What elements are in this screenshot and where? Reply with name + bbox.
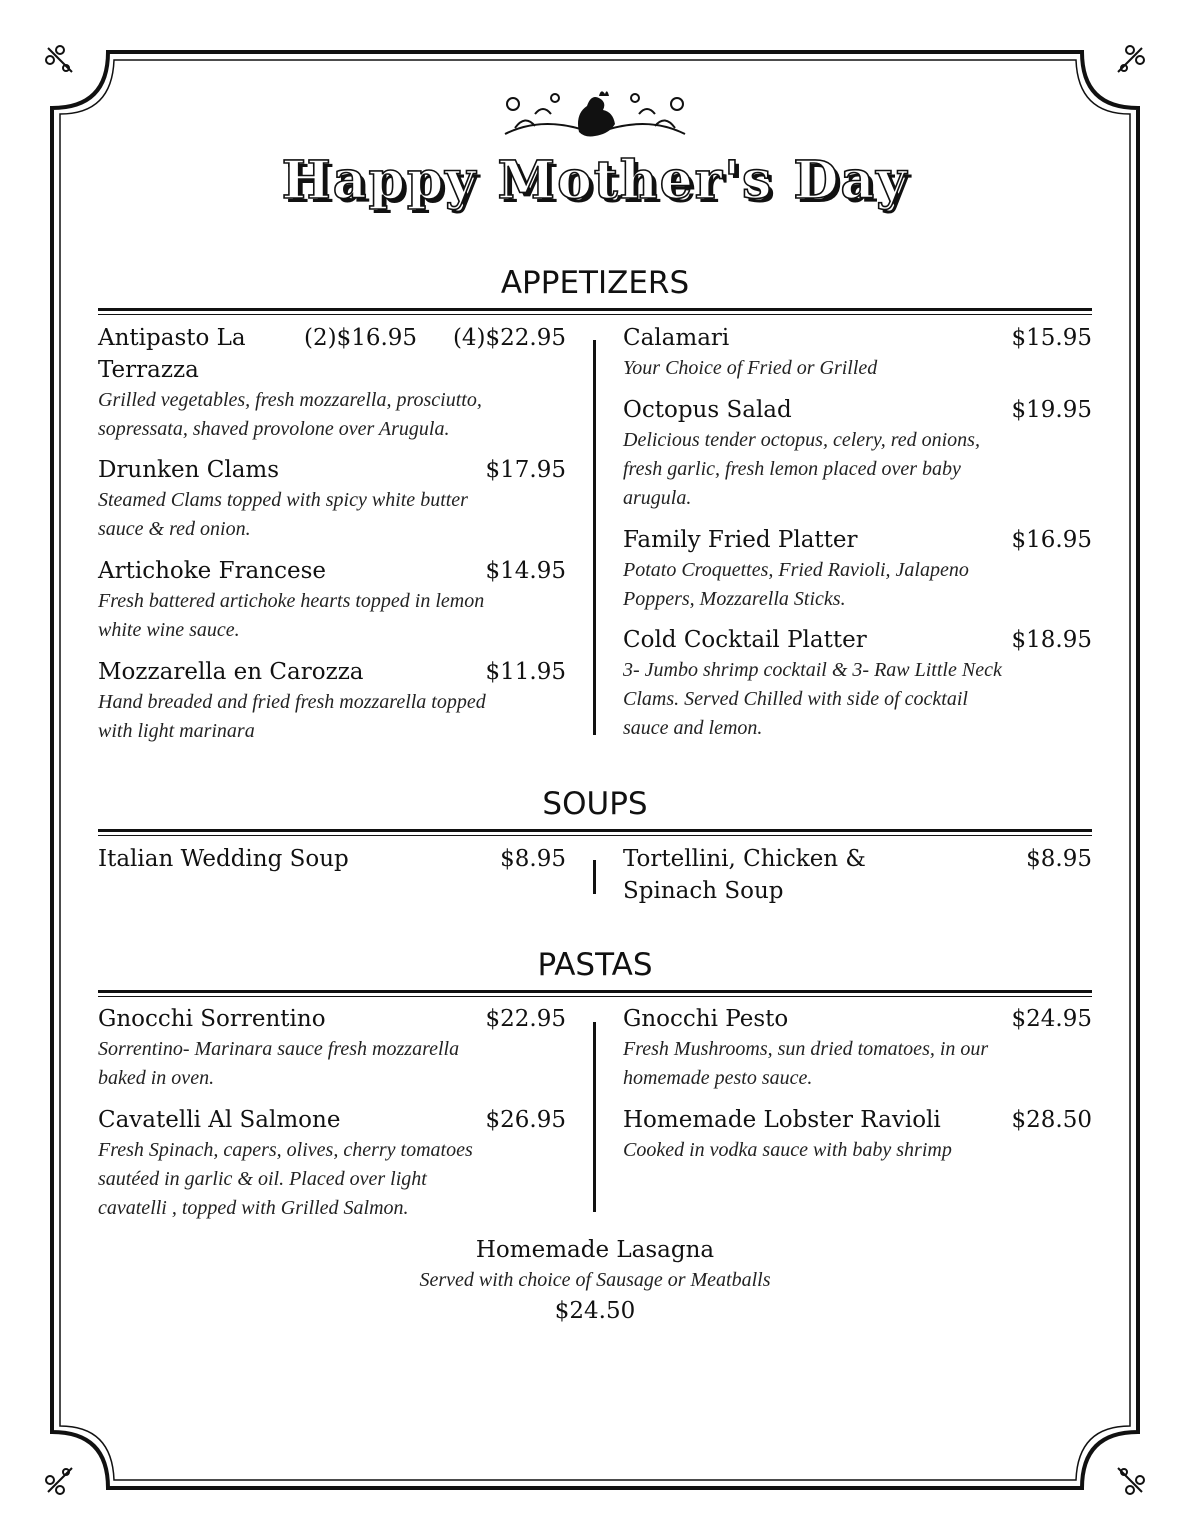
item-price: $8.95 xyxy=(1026,846,1092,872)
menu-item xyxy=(98,454,566,544)
item-name: Cavatelli Al Salmone xyxy=(98,1107,341,1133)
item-price: $16.95 xyxy=(1011,527,1092,553)
menu-item xyxy=(98,1104,566,1223)
pastas-heading: PASTAS xyxy=(537,947,653,983)
item-description: Steamed Clams topped with spicy white butter sauce & red onion. xyxy=(98,489,468,540)
appetizers-rule xyxy=(98,308,1092,315)
item-price: $19.95 xyxy=(1011,397,1092,423)
item-price: $15.95 xyxy=(1011,325,1092,351)
soups-divider xyxy=(593,860,596,894)
item-description: Delicious tender octopus, celery, red onions, fresh garlic, fresh lemon placed over baby arugula. xyxy=(623,429,980,509)
item-price: $8.95 xyxy=(500,846,566,872)
item-description: Hand breaded and fried fresh mozzarella topped with light marinara xyxy=(98,691,486,742)
corner-ornament-icon xyxy=(1110,40,1150,80)
item-price: $22.95 xyxy=(485,1006,566,1032)
item-price-small: (2)$16.95 xyxy=(304,325,418,351)
item-description: Fresh Spinach, capers, olives, cherry tomatoes sautéed in garlic & oil. Placed over light cavatelli , topped with Grilled Salmon. xyxy=(98,1139,473,1219)
pastas-divider xyxy=(593,1022,596,1212)
menu-item xyxy=(623,843,1092,907)
item-description: Sorrentino- Marinara sauce fresh mozzarella baked in oven. xyxy=(98,1038,460,1089)
item-name: Calamari xyxy=(623,325,730,351)
menu-item xyxy=(623,1003,1092,1093)
item-name: Homemade Lobster Ravioli xyxy=(623,1107,941,1133)
item-description: Potato Croquettes, Fried Ravioli, Jalapeno Poppers, Mozzarella Sticks. xyxy=(623,559,969,610)
corner-ornament-icon xyxy=(40,40,80,80)
item-description: Fresh battered artichoke hearts topped in lemon white wine sauce. xyxy=(98,590,485,641)
menu-item xyxy=(623,624,1092,743)
item-name: Drunken Clams xyxy=(98,457,280,483)
item-name: Artichoke Francese xyxy=(98,558,326,584)
menu-item xyxy=(623,394,1092,513)
menu-item xyxy=(98,843,566,875)
item-name: Homemade Lasagna xyxy=(475,1237,715,1263)
item-name: Family Fried Platter xyxy=(623,527,858,553)
corner-ornament-icon xyxy=(40,1460,80,1500)
item-description: Your Choice of Fried or Grilled xyxy=(623,357,878,379)
soups-rule xyxy=(98,829,1092,836)
item-description: Fresh Mushrooms, sun dried tomatoes, in our homemade pesto sauce. xyxy=(623,1038,989,1089)
menu-item xyxy=(623,1104,1092,1165)
item-description: 3- Jumbo shrimp cocktail & 3- Raw Little Neck Clams. Served Chilled with side of cocktail sauce and lemon. xyxy=(623,659,1002,739)
page-title: Happy Mother's Day xyxy=(281,150,909,211)
item-price: $11.95 xyxy=(485,659,566,685)
menu-item xyxy=(98,656,566,746)
item-price: $17.95 xyxy=(485,457,566,483)
item-name: Cold Cocktail Platter xyxy=(623,627,867,653)
featured-menu-item xyxy=(295,1234,895,1327)
appetizers-divider xyxy=(593,340,596,735)
item-price: $18.95 xyxy=(1011,627,1092,653)
item-price: $26.95 xyxy=(485,1107,566,1133)
item-price: $14.95 xyxy=(485,558,566,584)
item-price-large: (4)$22.95 xyxy=(452,325,566,351)
menu-item xyxy=(623,322,1092,383)
item-price: $28.50 xyxy=(1011,1107,1092,1133)
appetizers-heading: APPETIZERS xyxy=(500,265,690,301)
item-name: Octopus Salad xyxy=(623,397,792,423)
item-name: Italian Wedding Soup xyxy=(98,846,349,872)
item-description: Grilled vegetables, fresh mozzarella, prosciutto, sopressata, shaved provolone over Arugula. xyxy=(98,389,482,440)
pastas-rule xyxy=(98,990,1092,997)
item-description: Served with choice of Sausage or Meatballs xyxy=(419,1269,771,1291)
item-name: Mozzarella en Carozza xyxy=(98,659,364,685)
item-description: Cooked in vodka sauce with baby shrimp xyxy=(623,1139,952,1161)
menu-item xyxy=(98,1003,566,1093)
soups-heading: SOUPS xyxy=(542,786,648,822)
item-name: Tortellini, Chicken & Spinach Soup xyxy=(623,846,866,904)
item-name: Gnocchi Sorrentino xyxy=(98,1006,326,1032)
menu-item xyxy=(623,524,1092,614)
item-price: $24.95 xyxy=(1011,1006,1092,1032)
corner-ornament-icon xyxy=(1110,1460,1150,1500)
item-name: Antipasto La Terrazza xyxy=(98,325,246,383)
item-name: Gnocchi Pesto xyxy=(623,1006,789,1032)
menu-item xyxy=(98,555,566,645)
menu-item xyxy=(98,322,566,444)
rooster-ornament-icon xyxy=(495,84,695,150)
item-price: $24.50 xyxy=(554,1298,636,1324)
